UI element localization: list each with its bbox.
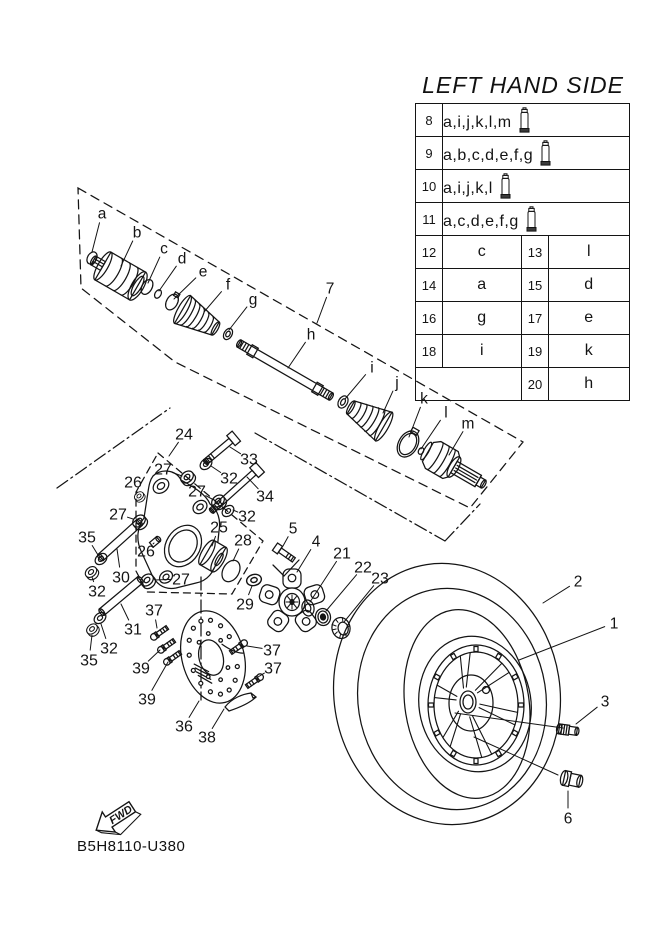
callout-label-30: 30 [112,569,130,587]
callout-label-l: l [444,404,448,422]
callout-label-6: 6 [563,810,573,828]
valve-stem-3 [556,724,580,737]
row-ref: l [549,236,630,269]
washer-29 [245,573,262,588]
row-ref: d [549,269,630,302]
row-number: 18 [416,335,443,368]
leader-line [212,709,224,729]
leader-line [174,278,196,299]
callout-label-29: 29 [236,596,254,614]
bolt-5 [272,543,296,564]
callout-label-2: 2 [573,573,583,591]
callout-label-e: e [198,263,208,281]
table-row [416,236,630,269]
empty-cell [416,368,522,401]
leader-line [317,297,327,323]
reference-table [415,103,630,401]
callout-label-32: 32 [220,470,238,488]
callout-label-3: 3 [600,693,610,711]
callout-label-26: 26 [137,543,155,561]
screw-39 [162,650,182,667]
row-ref: a [443,269,522,302]
bolt-5-seat-mark [273,560,299,576]
row-number: 17 [522,302,549,335]
table-row [416,368,630,401]
screw-37 [149,625,169,642]
callout-label-5: 5 [288,520,298,538]
grease-tube-icon [525,206,538,233]
callout-label-34: 34 [256,488,274,506]
callout-label-21: 21 [333,545,351,563]
wheel-hub-group [258,569,352,640]
row-ref: k [549,335,630,368]
washer-32 [198,456,214,472]
leader-line [310,561,337,602]
callout-label-b: b [132,224,142,242]
callout-label-c: c [160,240,168,258]
lug-nut-6 [559,770,584,789]
nut-32 [83,564,101,582]
callout-label-31: 31 [124,621,142,639]
leader-line [345,375,366,399]
cv-boot-f [171,293,226,343]
leader-line [117,549,120,567]
callout-label-36: 36 [175,718,193,736]
row-number: 15 [522,269,549,302]
leader-line [229,307,247,330]
callout-label-27: 27 [154,461,172,479]
fwd-arrow-icon [90,795,144,844]
callout-label-k: k [420,390,428,408]
ring-d [153,289,163,300]
callout-label-j: j [395,374,399,392]
leader-line [230,447,241,454]
leader-line [383,391,393,413]
row-number: 10 [416,170,443,203]
callout-label-25: 25 [210,519,228,537]
grease-tube-icon [539,140,552,167]
callout-label-32: 32 [100,640,118,658]
callout-label-a: a [97,205,107,223]
leader-line [543,586,570,603]
callout-label-28: 28 [234,532,252,550]
leader-line [159,266,176,291]
leader-line [233,549,239,561]
leader-line [189,701,199,717]
row-number: 11 [416,203,443,236]
row-number: 14 [416,269,443,302]
row-number: 13 [522,236,549,269]
callout-label-37: 37 [264,660,282,678]
screw-39 [156,638,176,655]
axle-shaft-h [235,338,335,402]
callout-label-h: h [306,326,316,344]
leader-line [204,292,222,312]
callout-label-7: 7 [325,280,335,298]
callout-label-33: 33 [240,451,258,469]
callout-label-37: 37 [263,642,281,660]
nut-35 [85,622,102,639]
leader-line [90,635,92,650]
callout-label-32: 32 [88,583,106,601]
table-row [416,335,630,368]
callout-label-35: 35 [78,529,96,547]
table-row [416,302,630,335]
callout-label-38: 38 [198,729,216,747]
row-refs: a,i,j,k,l,m [443,104,630,137]
callout-label-32: 32 [238,508,256,526]
leader-line [247,646,262,648]
leader-line [148,650,160,661]
callout-label-4: 4 [311,533,321,551]
callout-label-f: f [225,276,231,294]
row-number: 16 [416,302,443,335]
row-number: 20 [522,368,549,401]
callout-label-1: 1 [609,615,619,633]
washer-35 [93,551,109,567]
table-row [416,104,630,137]
leader-line [326,575,357,611]
nut-26 [133,490,147,504]
hub-4 [258,569,326,634]
callout-label-37: 37 [145,602,163,620]
leader-line [421,420,440,449]
table-row [416,137,630,170]
callout-label-i: i [370,359,374,377]
leader-line [169,442,178,456]
row-number: 9 [416,137,443,170]
callout-label-27: 27 [172,571,190,589]
cv-boot-j [340,392,395,443]
table-row [416,203,630,236]
callout-label-g: g [248,291,258,309]
leader-line [101,624,106,639]
wheel [315,547,579,841]
row-refs: a,i,j,k,l [443,170,630,203]
leader-line [155,579,171,580]
row-ref: c [443,236,522,269]
row-refs: a,b,c,d,e,f,g [443,137,630,170]
callout-label-39: 39 [138,691,156,709]
row-ref: g [443,302,522,335]
page-title: LEFT HAND SIDE [422,72,624,98]
row-number: 12 [416,236,443,269]
table-row [416,269,630,302]
callout-label-22: 22 [354,559,372,577]
leader-line [92,223,100,252]
leader-line [148,257,160,283]
leader-line [121,241,133,266]
cv-joint-b [84,246,151,303]
leader-line [128,517,134,519]
leader-line [156,620,157,628]
callout-label-m: m [461,415,475,433]
row-ref: e [549,302,630,335]
band-clamp-k [393,425,425,461]
leader-line [152,662,168,690]
row-refs: a,c,d,e,f,g [443,203,630,236]
callout-label-27: 27 [109,506,127,524]
nut-22 [314,607,332,626]
callout-label-35: 35 [80,652,98,670]
row-number: 8 [416,104,443,137]
fwd-arrow-label: FWD [107,803,135,828]
callout-label-23: 23 [371,570,389,588]
rear-knuckle-assembly [83,431,299,638]
leader-line [576,707,597,724]
leader-line [92,546,98,556]
bracket-38 [225,693,256,711]
ring-g [222,327,235,341]
leader-line [121,604,129,620]
tire-2 [315,547,579,841]
callout-label-d: d [177,250,187,268]
grease-tube-icon [518,107,531,134]
part-number: B5H8110-U380 [77,838,186,855]
callout-label-27: 27 [188,483,206,501]
leader-line [249,586,252,595]
row-number: 19 [522,335,549,368]
callout-label-39: 39 [132,660,150,678]
row-ref: h [549,368,630,401]
leader-line [288,342,305,368]
leader-line [449,432,463,455]
grease-tube-icon [499,173,512,200]
table-row [416,170,630,203]
leader-line [283,537,288,546]
callout-label-24: 24 [175,426,193,444]
row-ref: i [443,335,522,368]
callout-label-26: 26 [124,474,142,492]
